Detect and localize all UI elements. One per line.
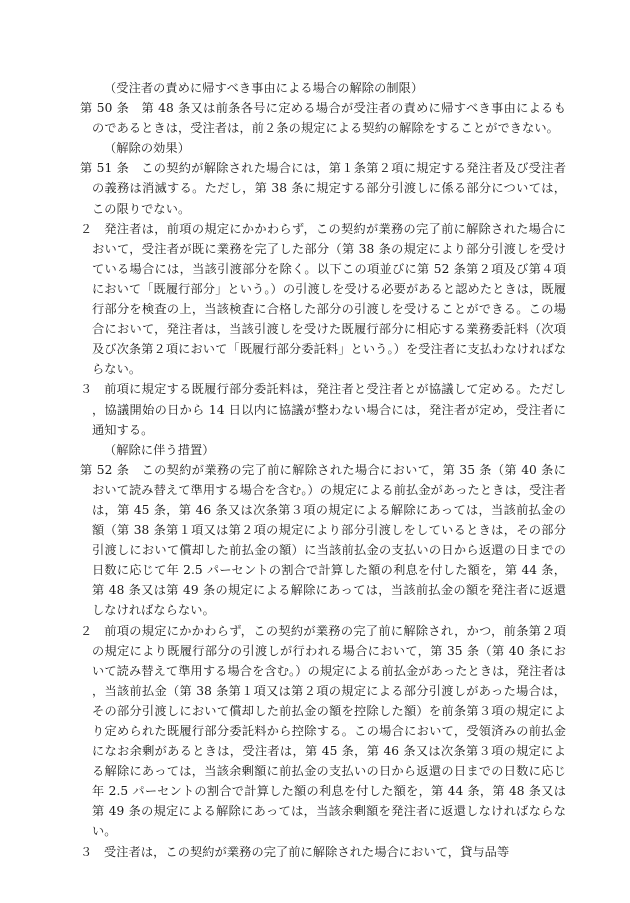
paragraph-item [80,842,566,862]
article-number: 第 52 条 [80,462,130,477]
item-number: ３ [80,382,93,397]
article-body [80,98,566,138]
article-text: 第 48 条又は前条各号に定める場合が受注者の責めに帰すべき事由によるものであるときは，受注者は，前２条の規定による契約の解除をすることができない。 [92,101,566,136]
paragraph-item [80,219,566,380]
item-text: 発注者は，前項の規定にかかわらず，この契約が業務の完了前に解除された場合において，受注者が既に業務を完了した部分（第 38 条の規定により部分引渡しを受けている場合には，当該引渡部分を除く。以下この項並びに第 52 条第２項及び第４項において「既履行部分」という。）の引渡しを受ける必要があると認めたときは，既履行部分を検査の上，当該検査に合格した部分の引渡しを受けることができる。この場合において，発注者は，当該引渡しを受けた既履行部分に相応する業務委託料（次項及び次条第２項において「既履行部分委託料」という。）を受注者に支払わなければならない。 [92,221,566,377]
paragraph-item [80,379,566,439]
item-text: 受注者は，この契約が業務の完了前に解除された場合において，貸与品等 [104,844,510,859]
article-body [80,158,566,218]
paragraph-item [80,621,566,842]
item-number: ２ [80,221,93,236]
item-number: ２ [80,623,93,638]
item-text: 前項に規定する既履行部分委託料は，発注者と受注者とが協議して定める。ただし，協議開始の日から 14 日以内に協議が整わない場合には，発注者が定め，受注者に通知する。 [92,382,566,437]
article-number: 第 51 条 [80,161,130,176]
article-text: この契約が解除された場合には，第１条第２項に規定する発注者及び受注者の義務は消滅する。ただし，第 38 条に規定する部分引渡しに係る部分については，この限りでない。 [92,161,566,216]
article-heading: （受注者の責めに帰すべき事由による場合の解除の制限） [104,81,424,95]
item-number: ３ [80,844,93,859]
article-heading: （解除に伴う措置） [104,442,215,457]
article-51 [80,138,566,439]
contract-text [80,78,566,862]
article-50 [80,78,566,138]
article-52 [80,440,566,862]
article-body [80,460,566,621]
article-text: この契約が業務の完了前に解除された場合において，第 35 条（第 40 条において読み替えて準用する場合を含む。）の規定による前払金があったときは，受注者は，第 45 条，第 46 条又は次条第３項の規定による解除にあっては，当該前払金の額（第 38 条第１項又は第２項の規定により部分引渡しをしているときは，その部分引渡しにおいて償却した前払金の額）に当該前払金の支払いの日から返還の日までの日数に応じて年 2.5 パーセントの割合で計算した額の利息を付した額を，第 44 条，第 48 条又は第 49 条の規定による解除にあっては，当該前払金の額を発注者に返還しなければならない。 [92,462,566,618]
item-text: 前項の規定にかかわらず，この契約が業務の完了前に解除され，かつ，前条第２項の規定により既履行部分の引渡しが行われる場合において，第 35 条（第 40 条において読み替えて準用する場合を含む。）の規定による前払金があったときは，発注者は，当該前払金（第 38 条第１項又は第２項の規定による部分引渡しがあった場合は，その部分引渡しにおいて償却した前払金の額を控除した額）を前条第３項の規定により定められた既履行部分委託料から控除する。この場合において，受領済みの前払金になお余剰があるときは，受注者は，第 45 条，第 46 条又は次条第３項の規定による解除にあっては，当該余剰額に前払金の支払いの日から返還の日までの日数に応じ年 2.5 パーセントの割合で計算した額の利息を付した額を，第 44 条，第 48 条又は第 49 条の規定による解除にあっては，当該余剰額を発注者に返還しなければならない。 [92,623,566,839]
article-number: 第 50 条 [80,101,130,116]
article-heading: （解除の効果） [104,141,191,156]
